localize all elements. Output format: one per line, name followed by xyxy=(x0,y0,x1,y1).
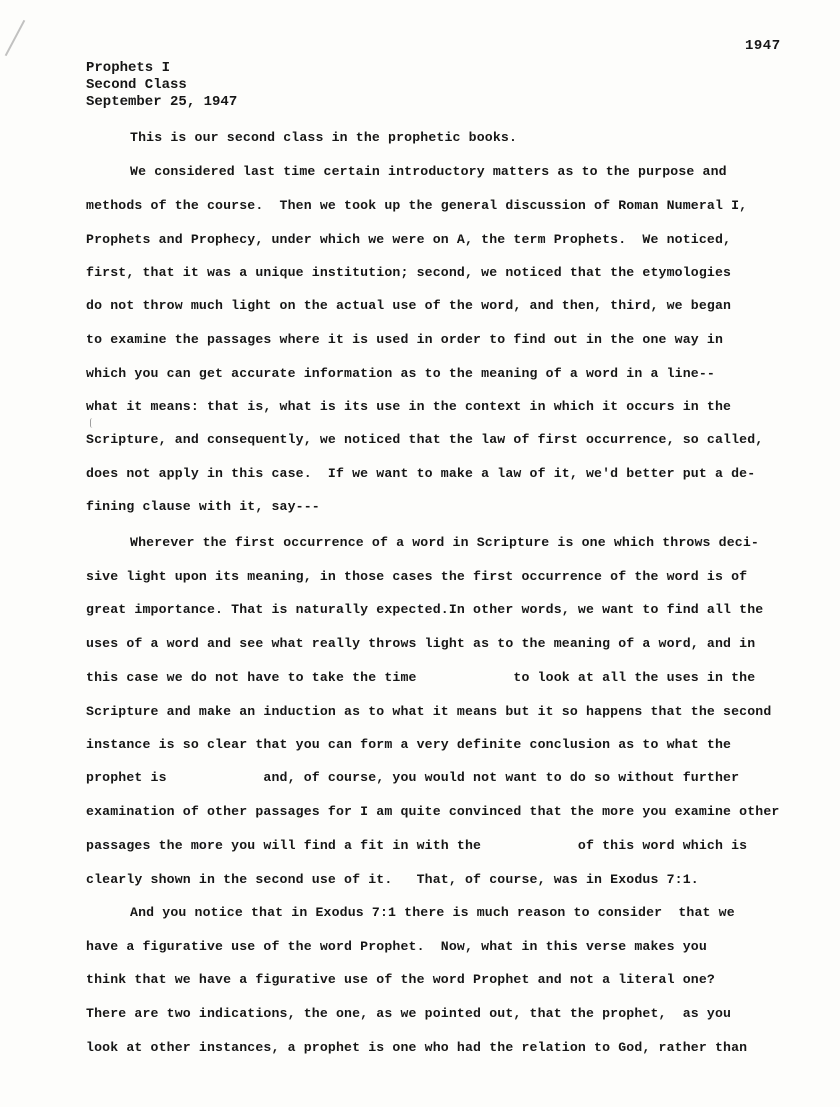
stray-ink-mark xyxy=(90,418,95,428)
document-heading xyxy=(86,60,237,111)
text-line: which you can get accurate information as to the meaning of a word in a line-- xyxy=(86,366,715,381)
text-line: We considered last time certain introductory matters as to the purpose and xyxy=(130,164,727,179)
text-line: instance is so clear that you can form a very definite conclusion as to what the xyxy=(86,737,732,752)
text-line: And you notice that in Exodus 7:1 there is much reason to consider that we xyxy=(130,905,735,920)
text-line: think that we have a figurative use of the word Prophet and not a literal one? xyxy=(86,972,715,987)
text-line: what it means: that is, what is its use in the context in which it occurs in the xyxy=(86,399,732,414)
text-line: sive light upon its meaning, in those cases the first occurrence of the word is of xyxy=(86,569,748,584)
text-line: prophet is and, of course, you would not want to do so without further xyxy=(86,770,740,785)
text-line: Prophets and Prophecy, under which we were on A, the term Prophets. We noticed, xyxy=(86,232,732,247)
text-line: Scripture, and consequently, we noticed that the law of first occurrence, so called, xyxy=(86,432,764,447)
text-line: Scripture and make an induction as to what it means but it so happens that the second xyxy=(86,704,772,719)
session-date: September 25, 1947 xyxy=(86,94,238,110)
text-line: uses of a word and see what really throws light as to the meaning of a word, and in xyxy=(86,636,756,651)
text-line: great importance. That is naturally expected.In other words, we want to find all the xyxy=(86,602,764,617)
text-line: fining clause with it, say--- xyxy=(86,499,320,514)
text-line: Wherever the first occurrence of a word in Scripture is one which throws deci- xyxy=(130,535,759,550)
session-label: Second Class xyxy=(86,77,187,93)
text-line: clearly shown in the second use of it. That, of course, was in Exodus 7:1. xyxy=(86,872,699,887)
text-line: first, that it was a unique institution; second, we noticed that the etymologies xyxy=(86,265,732,280)
text-line: This is our second class in the prophetic books. xyxy=(130,130,518,145)
text-line: does not apply in this case. If we want to make a law of it, we'd better put a de- xyxy=(86,466,756,481)
text-line: There are two indications, the one, as we pointed out, that the prophet, as you xyxy=(86,1006,732,1021)
course-title: Prophets I xyxy=(86,60,171,76)
corner-pencil-mark xyxy=(5,20,26,56)
text-line: passages the more you will find a fit in with the of this word which is xyxy=(86,838,748,853)
text-line: methods of the course. Then we took up the general discussion of Roman Numeral I, xyxy=(86,198,748,213)
text-line: this case we do not have to take the time to look at all the uses in the xyxy=(86,670,756,685)
text-line: examination of other passages for I am quite convinced that the more you examine other xyxy=(86,804,780,819)
page-number: 1947 xyxy=(745,38,781,54)
text-line: have a figurative use of the word Prophet. Now, what in this verse makes you xyxy=(86,939,707,954)
text-line: look at other instances, a prophet is one who had the relation to God, rather than xyxy=(86,1040,748,1055)
text-line: do not throw much light on the actual use of the word, and then, third, we began xyxy=(86,298,732,313)
text-line: to examine the passages where it is used in order to find out in the one way in xyxy=(86,332,724,347)
